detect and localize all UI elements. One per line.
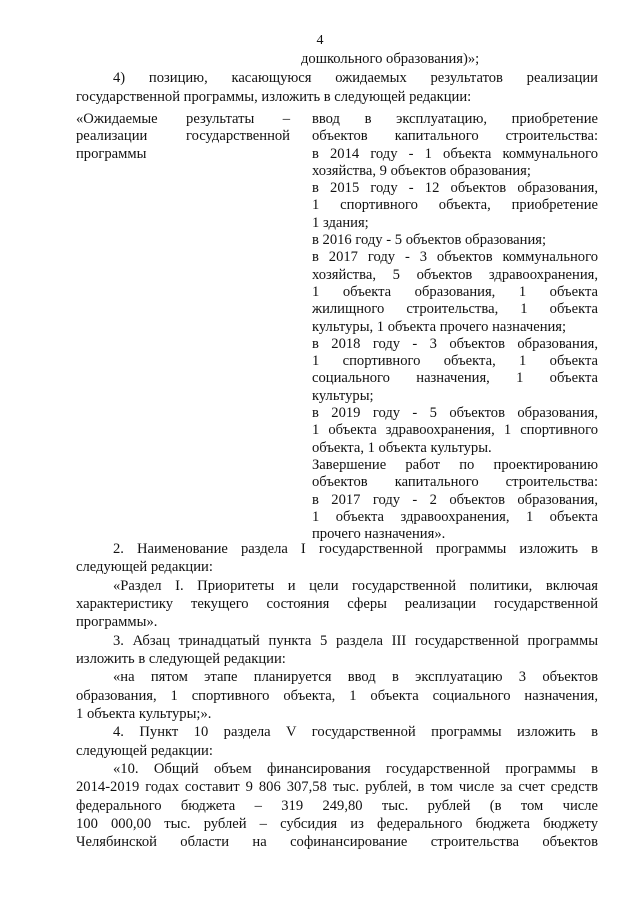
right-cell-line: в 2018 году - 3 объектов образования,	[312, 335, 598, 352]
quote4-line-4: 100 000,00 тыс. рублей – субсидия из федерального бюджета бюджету	[76, 816, 598, 832]
right-cell-line: объектов капитального строительства:	[312, 474, 598, 491]
right-cell-line: 1 объекта здравоохранения, 1 спортивного	[312, 422, 598, 439]
right-cell-line: хозяйства, 5 объектов здравоохранения,	[312, 266, 598, 283]
para3-line-2: изложить в следующей редакции:	[76, 651, 286, 667]
quote4-line-3: федерального бюджета – 319 249,80 тыс. рублей (в том числе	[76, 798, 598, 814]
quote4-line-5: Челябинской области на софинансирование строительства объектов	[76, 834, 598, 850]
right-cell-line: в 2014 году - 1 объекта коммунального	[312, 145, 598, 162]
right-cell-line: 1 объекта образования, 1 объекта	[312, 283, 598, 300]
quote4-line-1: «10. Общий объем финансирования государственной программы в	[113, 761, 598, 777]
right-cell-line: в 2017 году - 3 объектов коммунального	[312, 249, 598, 266]
right-cell-line: культуры, 1 объекта прочего назначения;	[312, 318, 567, 335]
para2-line-2: следующей редакции:	[76, 559, 213, 575]
right-cell-line: хозяйства, 9 объектов образования;	[312, 162, 531, 179]
para2-line-1: 2. Наименование раздела I государственной программы изложить в	[113, 541, 598, 557]
para4-line-1: 4. Пункт 10 раздела V государственной программы изложить в	[113, 724, 598, 740]
right-cell-line: 1 спортивного объекта, 1 объекта	[312, 353, 598, 370]
continuation-line: дошкольного образования)»;	[301, 51, 480, 67]
para3-line-1: 3. Абзац тринадцатый пункта 5 раздела III государственной программы	[113, 633, 598, 649]
table-left-cell	[76, 111, 290, 163]
right-cell-line: объекта, 1 объекта культуры.	[312, 439, 492, 456]
quote3-line-3: 1 объекта культуры;».	[76, 706, 212, 722]
right-cell-line: объектов капитального строительства:	[312, 128, 598, 145]
right-cell-line: 1 спортивного объекта, приобретение	[312, 197, 598, 214]
left-cell-line: «Ожидаемые результаты –	[76, 111, 290, 127]
quote2-line-1: «Раздел I. Приоритеты и цели государственной политики, включая	[113, 578, 598, 594]
item4-line-2: государственной программы, изложить в следующей редакции:	[76, 89, 472, 105]
right-cell-line: в 2015 году - 12 объектов образования,	[312, 180, 598, 197]
right-cell-line: 1 здания;	[312, 214, 369, 231]
right-cell-line: социального назначения, 1 объекта	[312, 370, 598, 387]
right-cell-line: в 2016 году - 5 объектов образования;	[312, 232, 547, 249]
right-cell-line: в 2019 году - 5 объектов образования,	[312, 405, 598, 422]
item4-line-1: 4) позицию, касающуюся ожидаемых результатов реализации	[113, 70, 598, 86]
right-cell-line: ввод в эксплуатацию, приобретение	[312, 111, 598, 127]
right-cell-line: культуры;	[312, 387, 374, 404]
left-cell-line: программы	[76, 145, 147, 162]
quote3-line-2: образования, 1 спортивного объекта, 1 объекта социального назначения,	[76, 688, 598, 704]
quote4-line-2: 2014-2019 годах составит 9 806 307,58 тыс. рублей, в том числе за счет средств	[76, 779, 598, 795]
left-cell-line: реализации государственной	[76, 128, 290, 145]
right-cell-line: прочего назначения».	[312, 526, 446, 543]
page-number: 4	[316, 33, 324, 48]
right-cell-line: жилищного строительства, 1 объекта	[312, 301, 598, 318]
para4-line-2: следующей редакции:	[76, 743, 213, 759]
right-cell-line: в 2017 году - 2 объектов образования,	[312, 491, 598, 508]
right-cell-line: 1 объекта здравоохранения, 1 объекта	[312, 508, 598, 525]
table-right-cell	[312, 111, 598, 543]
right-cell-line: Завершение работ по проектированию	[312, 456, 598, 473]
quote2-line-3: программы».	[76, 614, 158, 630]
quote3-line-1: «на пятом этапе планируется ввод в эксплуатацию 3 объектов	[113, 669, 598, 685]
quote2-line-2: характеристику текущего состояния сферы реализации государственной	[76, 596, 598, 612]
